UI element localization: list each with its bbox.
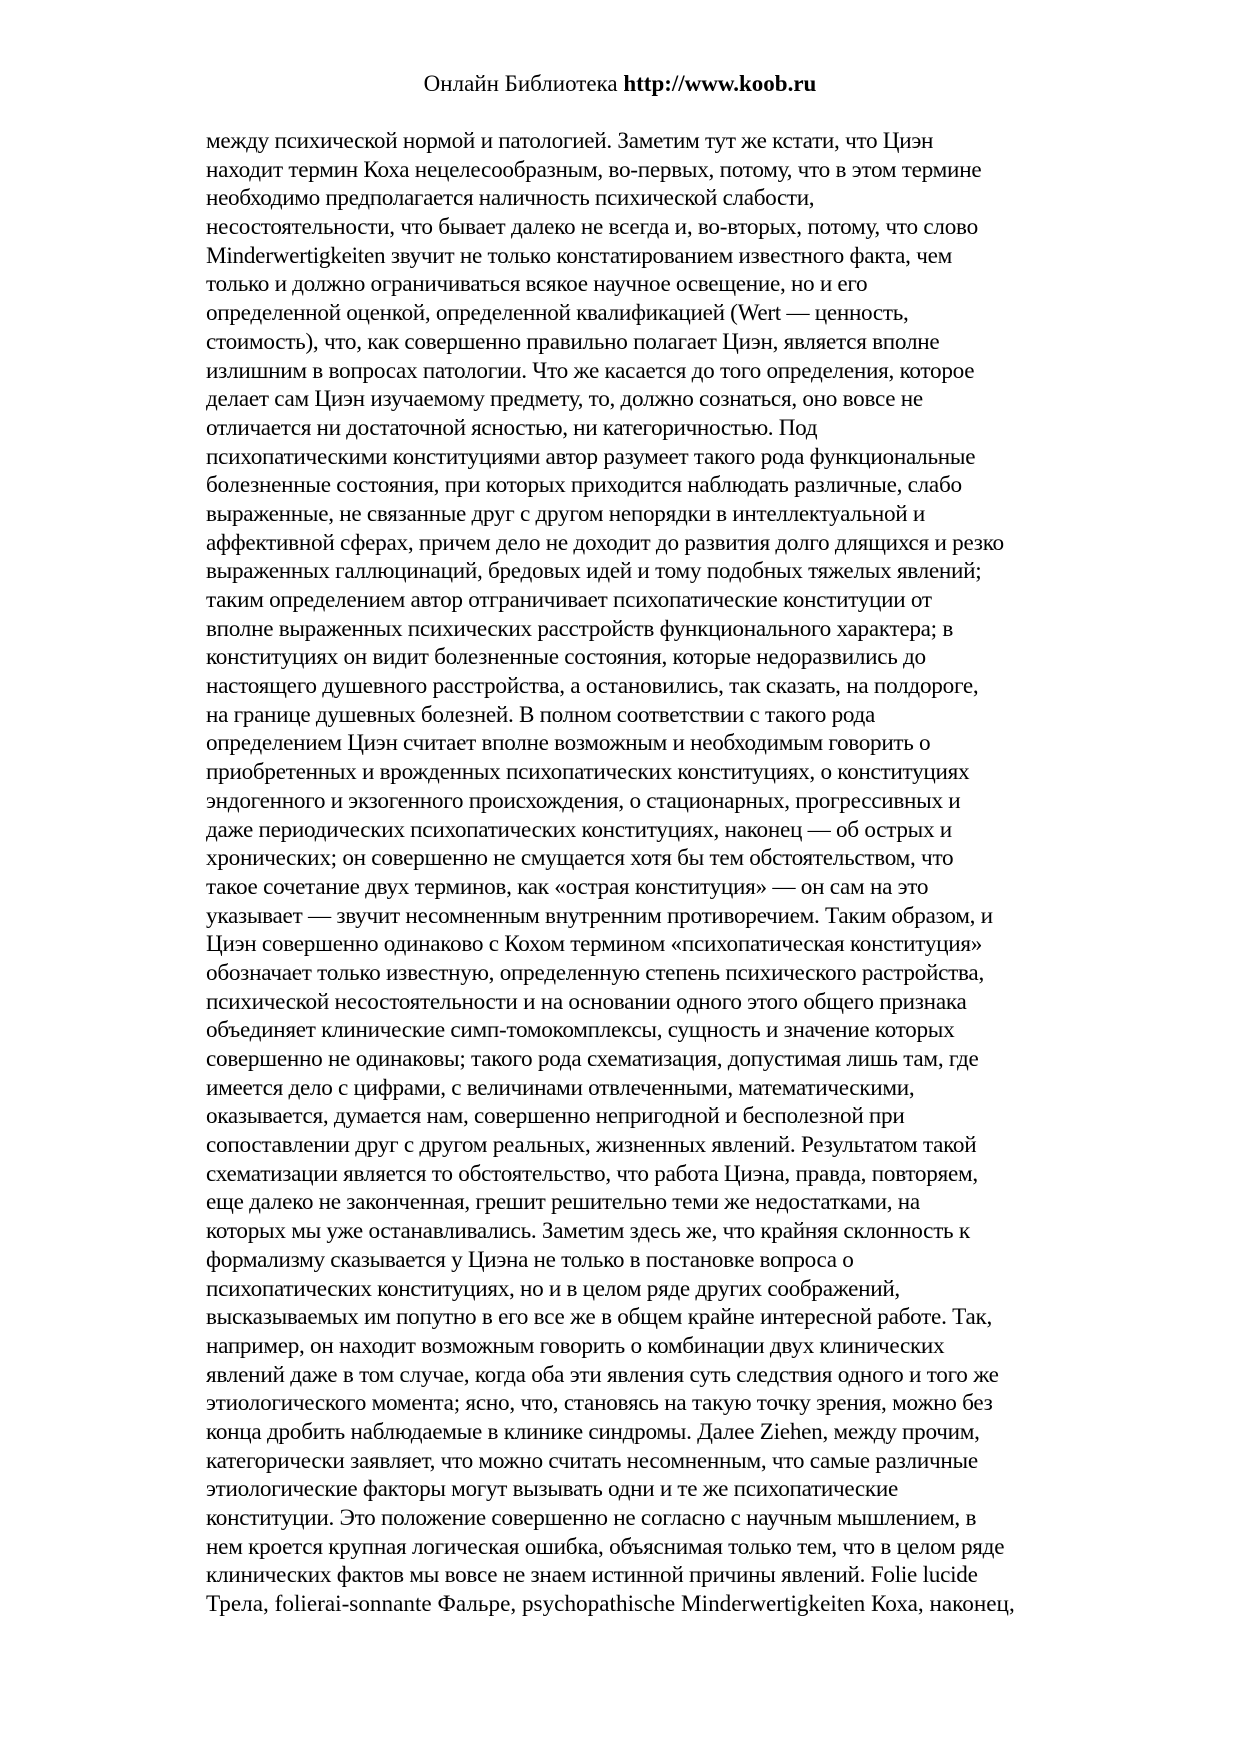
text-line: обозначает только известную, определенную степень психического растройства, [206,959,984,986]
text-line: конца дробить наблюдаемые в клинике синдромы. Далее Ziehen, между прочим, [206,1418,980,1445]
page-header [0,70,1240,98]
library-url[interactable]: http://www.koob.ru [623,71,817,96]
text-line: психической несостоятельности и на основании одного этого общего признака [206,988,967,1015]
text-line: категорически заявляет, что можно считать несомненным, что самые различные [206,1447,978,1474]
text-line: настоящего душевного расстройства, а остановились, так сказать, на полдороге, [206,673,979,700]
text-line: схематизации является то обстоятельство, что работа Циэна, правда, повторяем, [206,1160,978,1187]
text-line: этиологического момента; ясно, что, становясь на такую точку зрения, можно без [206,1390,993,1417]
text-line: болезненные состояния, при которых приходится наблюдать различные, слабо [206,472,962,499]
text-line: вполне выраженных психических расстройств функционального характера; в [206,615,953,642]
text-line: на границе душевных болезней. В полном соответствии с такого рода [206,701,875,728]
text-line: выраженные, не связанные друг с другом непорядки в интеллектуальной и [206,500,926,527]
text-line: эндогенного и экзогенного происхождения, о стационарных, прогрессивных и [206,787,961,814]
text-line: хронических; он совершенно не смущается хотя бы тем обстоятельством, что [206,845,954,872]
text-line: Циэн совершенно одинаково с Кохом термином «психопатическая конституция» [206,931,983,958]
text-line: делает сам Циэн изучаемому предмету, то, должно сознаться, оно вовсе не [206,386,923,413]
text-line: несостоятельности, что бывает далеко не всегда и, во-вторых, потому, что слово [206,214,978,241]
text-line: например, он находит возможным говорить о комбинации двух клинических [206,1332,945,1359]
text-line: формализму сказывается у Циэна не только в постановке вопроса о [206,1246,854,1273]
text-line: объединяет клинические симп-томокомплексы, сущность и значение которых [206,1017,955,1044]
text-line: приобретенных и врожденных психопатических конституциях, о конституциях [206,759,970,786]
text-line: Трела, folierai-sonnante Фальре, psychopathische Minderwertigkeiten Коха, наконец, [206,1591,1015,1618]
text-line: аффективной сферах, причем дело не доходит до развития долго длящихся и резко [206,529,1004,556]
text-line: только и должно ограничиваться всякое научное освещение, но и его [206,271,868,298]
library-label: Онлайн Библиотека [423,71,618,96]
text-line: находит термин Коха нецелесообразным, во-первых, потому, что в этом термине [206,156,982,183]
text-line: высказываемых им попутно в его все же в общем крайне интересной работе. Так, [206,1304,993,1331]
text-line: конституции. Это положение совершенно не согласно с научным мышлением, в [206,1505,977,1531]
text-line: этиологические факторы могут вызывать одни и те же психопатические [206,1476,898,1503]
body-text [206,127,1106,1619]
text-line: даже периодических психопатических конституциях, наконец — об острых и [206,816,952,843]
text-line: сопоставлении друг с другом реальных, жизненных явлений. Результатом такой [206,1132,977,1159]
text-line: определенной оценкой, определенной квалификацией (Wert — ценность, [206,300,909,327]
text-line: излишним в вопросах патологии. Что же касается до того определения, которое [206,357,975,384]
text-line: нем кроется крупная логическая ошибка, объяснимая только тем, что в целом ряде [206,1533,1005,1560]
text-line: конституциях он видит болезненные состояния, которые недоразвились до [206,644,926,671]
text-line: психопатическими конституциями автор разумеет такого рода функциональные [206,443,976,470]
text-line: определением Циэн считает вполне возможным и необходимым говорить о [206,730,931,757]
text-line: указывает — звучит несомненным внутренним противоречием. Таким образом, и [206,902,993,929]
text-line: выраженных галлюцинаций, бредовых идей и тому подобных тяжелых явлений; [206,558,982,585]
text-line: психопатических конституциях, но и в целом ряде других соображений, [206,1275,900,1302]
text-line: которых мы уже останавливались. Заметим здесь же, что крайняя склонность к [206,1218,970,1245]
text-line: еще далеко не законченная, грешит решительно теми же недостатками, на [206,1189,920,1216]
text-line: отличается ни достаточной ясностью, ни категоричностью. Под [206,414,818,441]
text-line: между психической нормой и патологией. Заметим тут же кстати, что Циэн [206,128,934,154]
text-line: необходимо предполагается наличность психической слабости, [206,185,815,212]
text-line: клинических фактов мы вовсе не знаем истинной причины явлений. Folie lucide [206,1562,978,1589]
text-line: стоимость), что, как совершенно правильно полагает Циэн, является вполне [206,328,940,355]
text-line: таким определением автор отграничивает психопатические конституции от [206,587,932,613]
text-line: оказывается, думается нам, совершенно непригодной и бесполезной при [206,1103,905,1130]
text-line: такое сочетание двух терминов, как «острая конституция» — он сам на это [206,873,929,900]
text-line: имеется дело с цифрами, с величинами отвлеченными, математическими, [206,1074,915,1101]
text-line: совершенно не одинаковы; такого рода схематизация, допустимая лишь там, где [206,1046,979,1072]
text-line: Minderwertigkeiten звучит не только констатированием известного факта, чем [206,242,953,269]
text-line: явлений даже в том случае, когда оба эти явления суть следствия одного и того же [206,1361,999,1388]
